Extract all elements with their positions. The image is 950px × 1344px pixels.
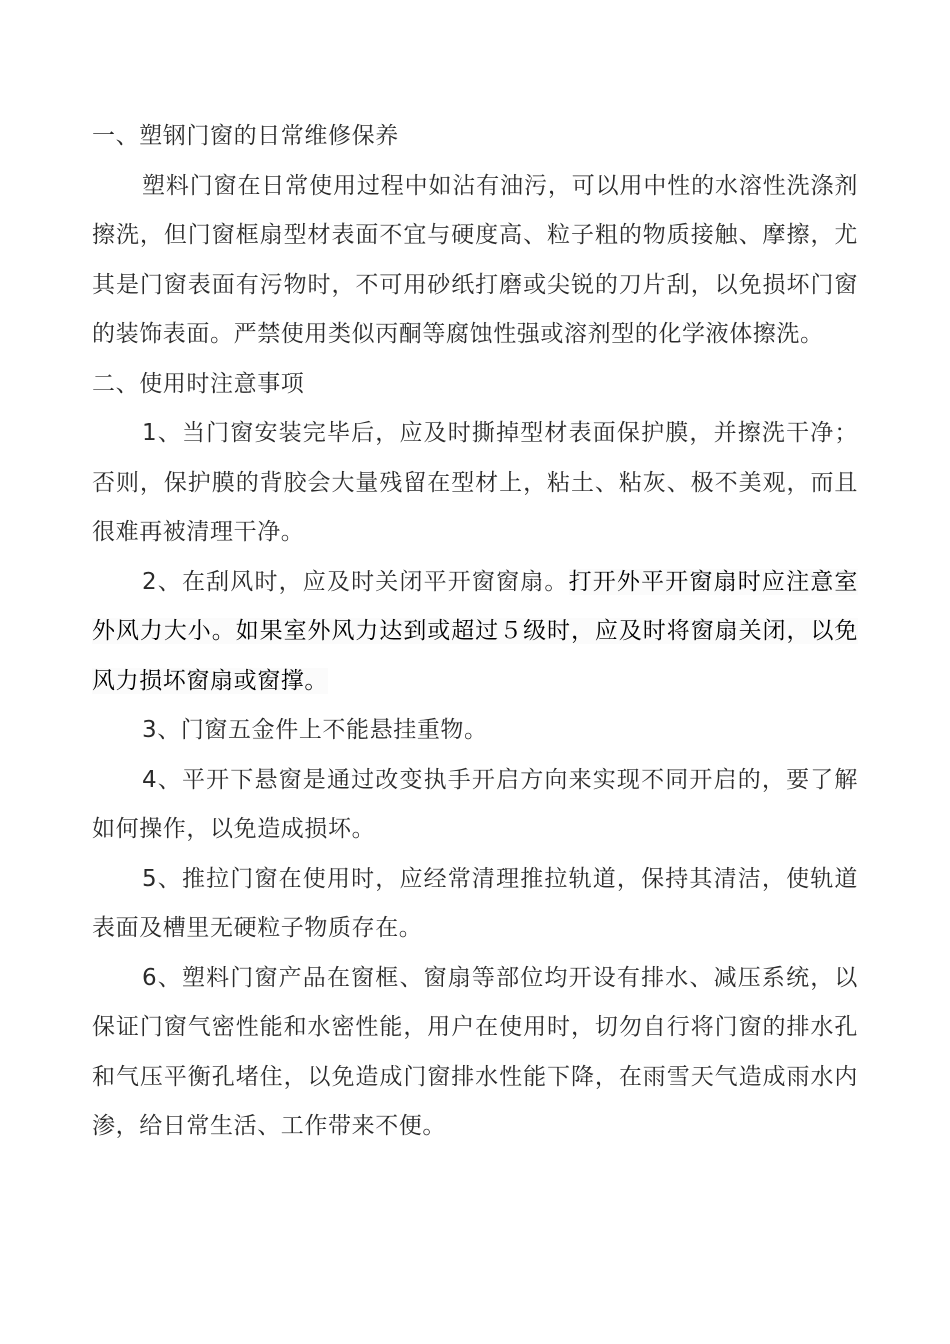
list-item-2 — [92, 558, 858, 707]
list-item-2-text: 2、在刮风时，应及时关闭平开窗窗扇。 — [142, 568, 569, 595]
list-item-4: 4、平开下悬窗是通过改变执手开启方向来实现不同开启的，要了解如何操作，以免造成损坏。 — [92, 766, 858, 842]
section-1-paragraph: 塑料门窗在日常使用过程中如沾有油污，可以用中性的水溶性洗涤剂擦洗，但门窗框扇型材表面不宜与硬度高、粒子粗的物质接触、摩擦，尤其是门窗表面有污物时，不可用砂纸打磨或尖锐的刀片刮，以免损坏门窗的装饰表面。严禁使用类似丙酮等腐蚀性强或溶剂型的化学液体擦洗。 — [92, 172, 858, 347]
list-item-1: 1、当门窗安装完毕后，应及时撕掉型材表面保护膜，并擦洗干净；否则，保护膜的背胶会大量残留在型材上，粘土、粘灰、极不美观，而且很难再被清理干净。 — [92, 420, 858, 545]
list-item-3: 3、门窗五金件上不能悬挂重物。 — [142, 717, 488, 743]
list-item-2-highlighted-text: 打开外平开窗扇时应注意室外风力大小。如果室外风力达到或超过５级时，应及时将窗扇关闭，以免风力损坏窗扇或窗撑。 — [92, 568, 858, 694]
section-1-heading: 一、塑钢门窗的日常维修保养 — [92, 123, 399, 149]
list-item-5: 5、推拉门窗在使用时，应经常清理推拉轨道，保持其清洁，使轨道表面及槽里无硬粒子物质存在。 — [92, 865, 858, 941]
section-2-heading: 二、使用时注意事项 — [92, 370, 305, 397]
list-item-6: 6、塑料门窗产品在窗框、窗扇等部位均开设有排水、减压系统，以保证门窗气密性能和水密性能，用户在使用时，切勿自行将门窗的排水孔和气压平衡孔堵住，以免造成门窗排水性能下降，在雨雪天气造成雨水内渗，给日常生活、工作带来不便。 — [92, 964, 858, 1139]
